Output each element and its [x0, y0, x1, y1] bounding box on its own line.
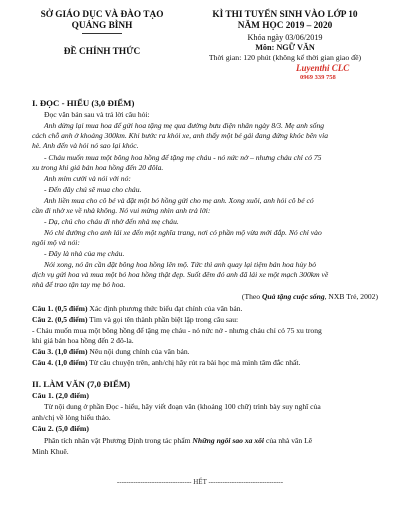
passage-line: nhà để trao tận tay mẹ bó hoa. — [32, 280, 126, 289]
duration: Thời gian: 120 phút (không kể thời gian giao đề) — [208, 53, 362, 62]
source-citation — [242, 292, 378, 301]
exam-date: Khóa ngày 03/06/2019 — [247, 33, 323, 42]
passage-line: Anh liền mua cho cô bé và đặt một bó hồng gửi cho mẹ anh. Xong xuôi, anh hỏi cô bé có — [44, 196, 314, 205]
passage-line: Nói xong, nó ân cần đặt bông hoa hồng lên mộ. Tức thì anh quay lại tiệm bán hoa hủy bỏ — [44, 260, 317, 269]
source-title: Quà tặng cuộc sống — [261, 292, 325, 301]
section-1-title: I. ĐỌC - HIỂU (3,0 ĐIỂM) — [32, 98, 135, 108]
official-label: ĐỀ CHÍNH THỨC — [63, 47, 141, 57]
stamp-name: Luyenthi CLC — [296, 63, 350, 73]
question-1: Câu 1. (0,5 điểm) Xác định phương thức biểu đạt chính của văn bản. — [32, 304, 243, 313]
passage-line: cách chỗ anh ở khoảng 300km. Khi bước ra khỏi xe, anh thấy một bé gái đang đứng khóc bên vỉa — [32, 131, 329, 140]
passage-line: cần đi nhờ xe về nhà không. Nó vui mừng nhìn anh trả lời: — [32, 206, 211, 215]
section-2-q2-label: Câu 2. (5,0 điểm) — [32, 424, 89, 433]
section-2-q1-label: Câu 1. (2,0 điểm) — [32, 391, 89, 400]
passage-line: ngôi mộ và nói: — [32, 238, 80, 247]
passage-line: Anh dừng lại mua hoa để gửi hoa tặng mẹ qua đường bưu điện nhân ngày 8/3. Mẹ anh sống — [44, 121, 325, 130]
subject: Môn: NGỮ VĂN — [255, 43, 315, 52]
exam-title: KÌ THI TUYỂN SINH VÀO LỚP 10 — [212, 10, 358, 20]
section-2-q1-line: Từ nội dung ở phần Đọc - hiểu, hãy viết đoạn văn (khoảng 100 chữ) trình bày suy nghĩ của — [44, 402, 321, 411]
passage-line: xu trong khi giá bán hoa hồng đến 20 đôla. — [32, 163, 164, 172]
question-4: Câu 4. (1,0 điểm) Từ câu chuyện trên, anh/chị hãy rút ra bài học mà mình tâm đắc nhất. — [32, 358, 301, 367]
department-line-2: QUẢNG BÌNH — [71, 21, 133, 31]
question-2-quote: - Cháu muốn mua một bông hồng để tặng mẹ cháu - nó nức nở - nhưng cháu chỉ có 75 xu trong — [32, 326, 322, 335]
section-2-q2-tail: Minh Khuê. — [32, 447, 69, 456]
passage-line: hè. Anh đến và hỏi nó sao lại khóc. — [32, 141, 139, 150]
section-2-q1-line: anh/chị về lòng hiếu thảo. — [32, 413, 111, 422]
passage-line: - Cháu muốn mua một bông hoa hồng để tặng mẹ cháu - nó nức nở – nhưng cháu chỉ có 75 — [44, 153, 322, 162]
passage-line: - Đến đây chú sẽ mua cho cháu. — [44, 185, 142, 194]
question-3: Câu 3. (1,0 điểm) Nêu nội dung chính của văn bản. — [32, 347, 190, 356]
section-2-title: II. LÀM VĂN (7,0 ĐIỂM) — [32, 379, 131, 389]
department-line-1: SỞ GIÁO DỤC VÀ ĐÀO TẠO — [40, 10, 164, 20]
school-year: NĂM HỌC 2019 – 2020 — [237, 21, 333, 31]
passage-line: - Dạ, chú cho cháu đi nhờ đến nhà mẹ cháu. — [44, 217, 179, 226]
section-1-instruction: Đọc văn bản sau và trả lời câu hỏi: — [44, 110, 150, 119]
stamp-phone: 0969 339 758 — [300, 74, 336, 81]
question-2-quote-cont: khi giá bán hoa hồng đến 2 đô-la. — [32, 336, 134, 345]
passage-line: dịch vụ gửi hoa và mua một bó hoa hồng thật đẹp. Suốt đêm đó anh đã lái xe một mạch 300km về — [32, 270, 329, 279]
end-rule: -------------------------------- HẾT -------------------------------- — [116, 478, 284, 486]
source-prefix: (Theo — [241, 292, 262, 301]
passage-line: Nó chỉ đường cho anh lái xe đến một nghĩa trang, nơi có phần mộ vừa mới đắp. Nó chỉ vào — [44, 228, 322, 237]
passage-line: - Đây là nhà của mẹ cháu. — [44, 249, 125, 258]
section-2-q2-line: Phân tích nhân vật Phương Định trong tác phẩm Những ngôi sao xa xôi của nhà văn Lê — [44, 436, 313, 445]
passage-line: Anh mỉm cười và nói với nó: — [44, 174, 131, 183]
header-underline-left — [82, 33, 122, 34]
source-suffix: , NXB Trẻ, 2002) — [324, 292, 378, 301]
question-2: Câu 2. (0,5 điểm) Tìm và gọi tên thành phần biệt lập trong câu sau: — [32, 315, 239, 324]
